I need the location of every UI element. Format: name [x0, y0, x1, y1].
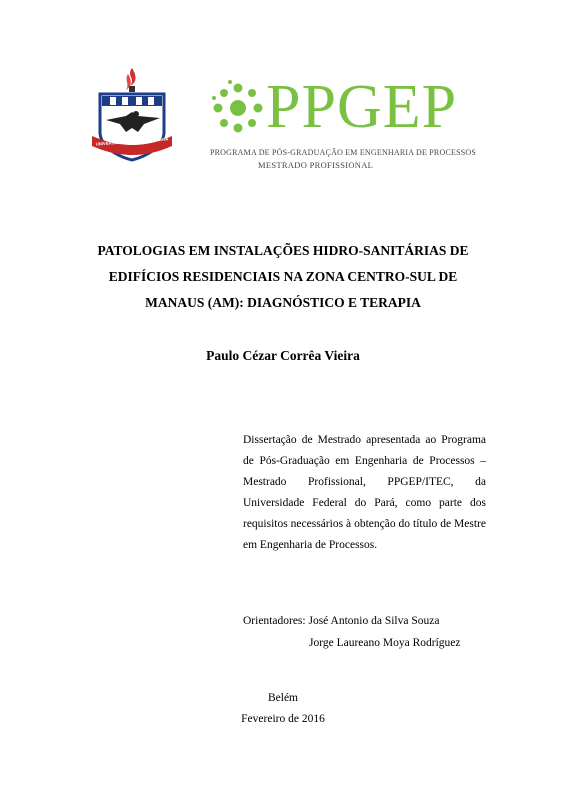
date: Fevereiro de 2016	[241, 713, 325, 725]
advisor-second: Jorge Laureano Moya Rodríguez	[309, 637, 461, 649]
title-line: EDIFÍCIOS RESIDENCIAIS NA ZONA CENTRO-SUL DE	[108, 269, 458, 284]
title-line: MANAUS (AM): DIAGNÓSTICO E TERAPIA	[145, 295, 421, 310]
advisors-block	[243, 610, 460, 654]
author-name: Paulo Cézar Corrêa Vieira	[206, 348, 360, 363]
advisor-first: José Antonio da Silva Souza	[308, 615, 440, 627]
ppgep-logo	[210, 73, 480, 173]
place: Belém	[267, 692, 299, 704]
ppgep-acronym: PPGEP	[266, 73, 458, 141]
dissertation-description: Dissertação de Mestrado apresentada ao Programa de Pós-Graduação em Engenharia de Processos – Mestrado Profissional, PPGEP/ITEC, da Universidade Federal do Pará, como parte dos requisitos necessários à obtenção do título de Mestre em Engenharia de Processos.	[243, 434, 486, 551]
ufpa-seal-logo	[86, 66, 178, 166]
advisors-label: Orientadores:	[243, 615, 306, 627]
dissertation-title	[80, 238, 486, 316]
place-date-block	[0, 688, 566, 730]
ufpa-seal-text: UNIVERSIDADE FEDERAL DO PARÁ	[95, 136, 169, 147]
gear-dots-icon	[210, 80, 266, 136]
title-line: PATOLOGIAS EM INSTALAÇÕES HIDRO-SANITÁRIAS DE	[97, 243, 469, 258]
ppgep-program-name: PROGRAMA DE PÓS-GRADUAÇÃO EM ENGENHARIA DE PROCESSOS	[210, 148, 476, 157]
ppgep-degree: MESTRADO PROFISSIONAL	[258, 160, 374, 170]
